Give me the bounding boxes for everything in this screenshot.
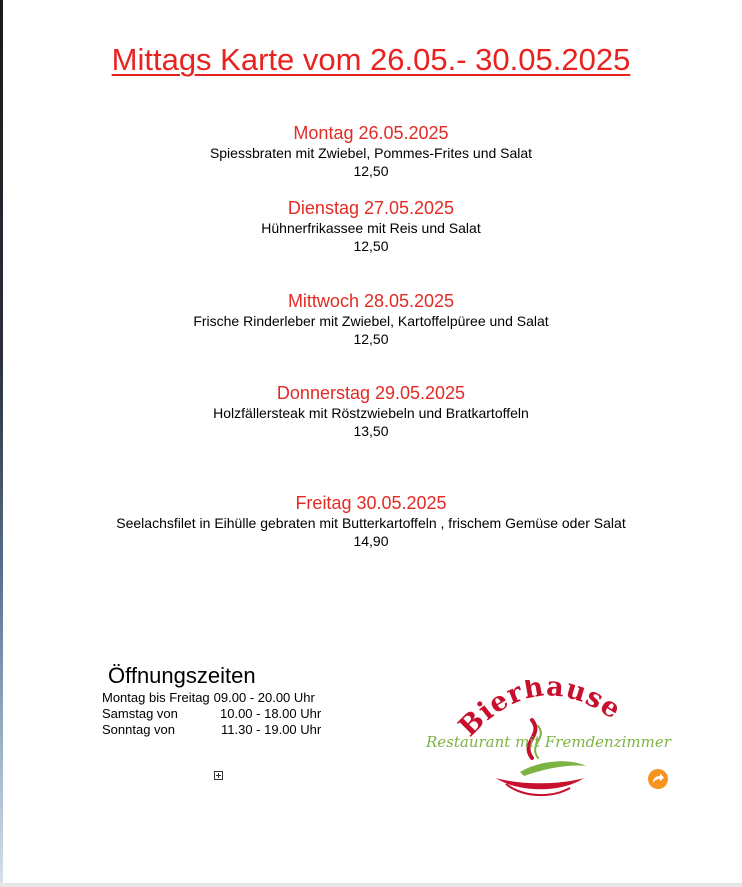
logo-name: Bierhäuse <box>452 680 627 743</box>
menu-day-monday <box>0 122 742 180</box>
hours-row-saturday <box>102 706 321 722</box>
day-price: 12,50 <box>353 238 389 254</box>
menu-day-wednesday <box>0 290 742 348</box>
hours-row-weekdays <box>102 690 321 706</box>
day-dish: Spiessbraten mit Zwiebel, Pommes-Frites und Salat <box>209 145 533 161</box>
restaurant-logo <box>420 680 671 805</box>
page-title: Mittags Karte vom 26.05.- 30.05.2025 <box>111 42 631 77</box>
day-price: 12,50 <box>353 331 389 347</box>
hours-value: 09.00 - 20.00 Uhr <box>213 690 315 705</box>
share-arrow-icon[interactable] <box>648 769 668 789</box>
menu-day-tuesday <box>0 197 742 255</box>
hours-label: Samstag von <box>102 706 178 721</box>
day-price: 12,50 <box>353 163 389 179</box>
menu-day-friday <box>0 492 742 550</box>
bottom-window-edge <box>0 883 742 887</box>
expand-icon[interactable] <box>214 771 223 780</box>
hours-label: Sonntag von <box>102 722 176 737</box>
day-dish: Seelachsfilet in Eihülle gebraten mit Butterkartoffeln , frischem Gemüse oder Salat <box>116 515 626 531</box>
day-heading: Donnerstag 29.05.2025 <box>276 383 466 403</box>
hours-value: 11.30 - 19.00 Uhr <box>221 722 322 737</box>
hours-label: Montag bis Freitag <box>102 690 210 705</box>
day-heading: Freitag 30.05.2025 <box>295 493 447 513</box>
day-dish: Frische Rinderleber mit Zwiebel, Kartoffelpüree und Salat <box>193 313 549 329</box>
day-heading: Mittwoch 28.05.2025 <box>287 291 455 311</box>
day-heading: Dienstag 27.05.2025 <box>287 198 455 218</box>
day-price: 13,50 <box>353 423 389 439</box>
opening-hours-table <box>102 690 321 738</box>
day-dish: Holzfällersteak mit Röstzwiebeln und Bratkartoffeln <box>213 405 529 421</box>
opening-hours-title: Öffnungszeiten <box>108 663 256 688</box>
day-dish: Hühnerfrikassee mit Reis und Salat <box>261 220 481 236</box>
menu-day-thursday <box>0 382 742 440</box>
hours-row-sunday <box>102 722 321 738</box>
logo-tagline: Restaurant mit Fremdenzimmer <box>426 733 671 751</box>
hours-value: 10.00 - 18.00 Uhr <box>220 706 322 721</box>
day-price: 14,90 <box>353 533 389 549</box>
day-heading: Montag 26.05.2025 <box>293 123 449 143</box>
